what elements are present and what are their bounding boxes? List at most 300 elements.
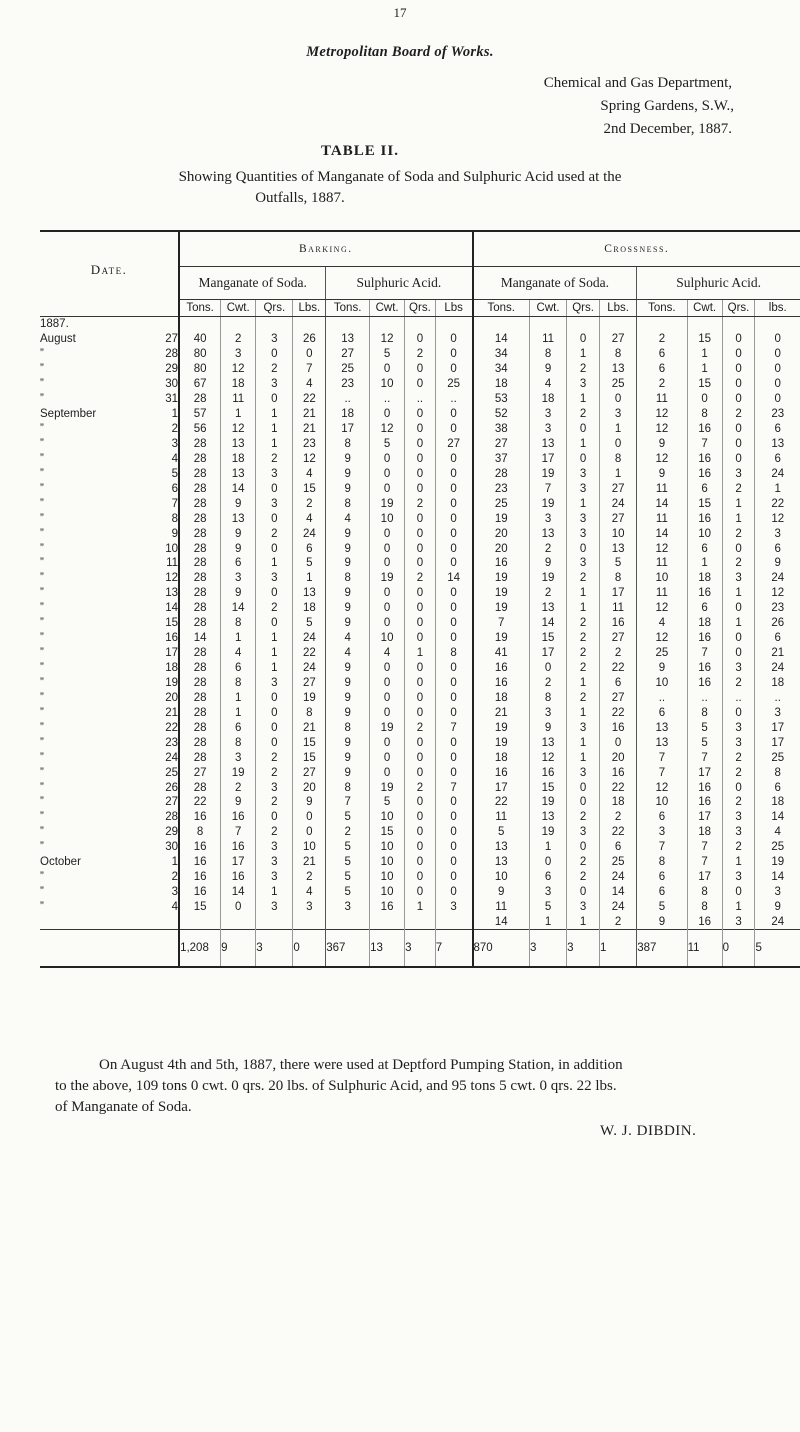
table-cell: 19 [529,466,566,481]
table-cell: 19 [473,601,530,616]
table-cell: 12 [221,362,256,377]
date-month-cell: 1887. [40,318,69,331]
date-month-cell: ” [40,557,44,570]
table-cell: 18 [221,451,256,466]
table-cell: 7 [637,840,687,855]
table-cell [256,915,293,930]
table-cell: 0 [722,646,755,661]
table-cell: 10 [473,870,530,885]
table-cell: 0 [405,735,436,750]
address-department: Chemical and Gas Department, [543,75,732,91]
date-day-cell: 25 [133,765,179,780]
table-cell: 0 [405,362,436,377]
table-cell: 10 [370,631,405,646]
table-cell: 12 [529,750,566,765]
table-cell: 7 [326,795,370,810]
table-cell: 14 [600,885,637,900]
table-cell: 2 [567,616,600,631]
table-row [40,631,800,646]
table-cell: 56 [179,422,221,437]
table-cell: 16 [600,720,637,735]
table-cell: 11 [529,332,566,347]
table-cell: 0 [435,885,472,900]
total-cell: 367 [326,930,370,968]
table-cell: 28 [179,720,221,735]
table-cell: 14 [221,481,256,496]
total-cell: 0 [293,930,326,968]
table-row [40,392,800,407]
table-cell: 7 [221,825,256,840]
table-cell: 1 [600,422,637,437]
table-cell: 0 [435,526,472,541]
table-cell: 16 [473,661,530,676]
table-cell: 10 [370,810,405,825]
table-cell: 2 [567,690,600,705]
table-cell: 3 [567,825,600,840]
table-cell: 25 [771,751,785,764]
table-cell: 1 [722,616,755,631]
table-cell: 2 [567,855,600,870]
date-month-cell: ” [40,751,44,764]
table-cell: 9 [326,676,370,691]
table-cell: 8 [600,347,637,362]
date-day-cell: 2 [133,422,179,437]
table-cell: 2 [722,481,755,496]
table-cell: 25 [600,377,637,392]
table-cell: 6 [293,541,326,556]
unit-header: Cwt. [529,300,566,317]
table-cell: 0 [435,661,472,676]
table-cell: 0 [370,556,405,571]
date-day-cell [133,915,179,930]
table-row [40,810,800,825]
table-cell: 28 [179,586,221,601]
table-row [40,646,800,661]
table-cell: 7 [637,750,687,765]
table-cell: 16 [600,765,637,780]
table-cell: 0 [405,661,436,676]
table-cell: 0 [405,556,436,571]
date-day-cell: 3 [133,885,179,900]
table-row [40,690,800,705]
table-cell: 1 [567,601,600,616]
table-cell: 9 [774,901,781,914]
table-cell: 0 [774,393,781,406]
table-row [40,541,800,556]
table-cell: 40 [179,332,221,347]
table-cell: 4 [529,377,566,392]
table-cell: 20 [293,780,326,795]
table-cell: 2 [567,646,600,661]
table-cell: 0 [405,422,436,437]
table-cell: 0 [435,855,472,870]
table-cell: 15 [687,332,722,347]
table-cell: 17 [687,765,722,780]
table-cell: 0 [722,705,755,720]
table-cell: 19 [473,586,530,601]
table-cell: 19 [529,496,566,511]
table-cell: 4 [326,631,370,646]
table-cell: 0 [435,750,472,765]
table-cell: 0 [435,347,472,362]
table-cell: 12 [637,422,687,437]
table-cell: 22 [473,795,530,810]
table-cell: 13 [637,735,687,750]
table-cell: 14 [179,631,221,646]
date-day-cell: 3 [133,437,179,452]
table-cell: 9 [326,451,370,466]
date-month-cell: ” [40,348,44,361]
table-cell: 8 [326,571,370,586]
table-cell: 7 [473,616,530,631]
date-day-cell: 23 [133,735,179,750]
table-row [40,347,800,362]
table-cell: 27 [293,765,326,780]
table-cell: 5 [637,900,687,915]
table-cell [326,915,370,930]
table-cell: 28 [179,676,221,691]
table-cell: 9 [473,885,530,900]
table-cell: 15 [293,735,326,750]
table-cell: 3 [435,900,472,915]
table-cell: 1 [567,705,600,720]
table-cell: 28 [179,466,221,481]
table-cell [293,915,326,930]
table-cell: 19 [771,856,785,869]
table-cell: 28 [179,451,221,466]
table-cell: 1 [567,437,600,452]
table-cell: 17 [771,721,785,734]
table-cell: 0 [774,348,781,361]
table-cell: 0 [405,541,436,556]
table-cell: 9 [326,690,370,705]
totals-label-cell [40,930,179,968]
table-cell: 2 [256,362,293,377]
table-cell: 0 [405,810,436,825]
description-line-2: Outfalls, 1887. [255,190,345,206]
date-unit-spacer [40,300,179,317]
table-cell: 8 [221,676,256,691]
table-cell: 3 [256,466,293,481]
table-cell: 26 [771,617,785,630]
table-cell: 22 [600,705,637,720]
table-cell: 2 [722,750,755,765]
table-cell: 12 [221,422,256,437]
table-cell: 3 [221,347,256,362]
date-day-cell: 4 [133,451,179,466]
table-cell: 0 [405,437,436,452]
table-cell [435,915,472,930]
date-day-cell: 26 [133,780,179,795]
barking-header: Barking. [179,231,472,267]
unit-header: Cwt. [221,300,256,317]
table-cell: 0 [405,481,436,496]
table-cell: 2 [567,870,600,885]
table-cell: 25 [600,855,637,870]
table-cell: 16 [687,451,722,466]
table-cell: 1 [256,437,293,452]
table-cell: 3 [722,915,755,930]
table-cell: 0 [256,810,293,825]
table-cell: 5 [473,825,530,840]
table-cell: 11 [637,392,687,407]
table-cell: 12 [370,422,405,437]
table-cell: 3 [600,407,637,422]
total-cell: 11 [687,930,722,968]
table-cell: 22 [771,497,785,510]
table-cell: 14 [435,571,472,586]
table-cell: 9 [221,526,256,541]
date-day-cell: 6 [133,481,179,496]
table-cell [179,317,221,332]
table-cell: 0 [722,631,755,646]
quantities-table [40,230,800,968]
table-cell: 0 [256,735,293,750]
table-cell: 3 [529,422,566,437]
table-cell: 13 [771,437,785,450]
table-cell: 3 [256,496,293,511]
table-cell: 19 [370,780,405,795]
table-cell: 3 [256,377,293,392]
table-cell: 0 [256,690,293,705]
table-cell: 4 [293,511,326,526]
date-month-cell: ” [40,736,44,749]
table-cell: 0 [221,900,256,915]
table-cell: 18 [326,407,370,422]
table-cell: 13 [221,437,256,452]
unit-header: Tons. [473,300,530,317]
table-cell: 0 [774,333,781,346]
table-cell: 24 [600,870,637,885]
table-cell: 14 [473,332,530,347]
table-cell: 10 [370,840,405,855]
date-day-cell: 2 [133,870,179,885]
date-month-cell: September [40,408,97,421]
date-month-cell: ” [40,632,44,645]
date-month-cell: ” [40,841,44,854]
table-cell: 80 [179,347,221,362]
table-cell: 15 [529,631,566,646]
date-month-cell: ” [40,886,44,899]
table-cell: 2 [529,541,566,556]
table-cell: 2 [600,915,637,930]
table-cell [221,317,256,332]
table-cell: 28 [179,750,221,765]
table-cell: 0 [435,705,472,720]
table-cell: 13 [529,735,566,750]
table-cell: 0 [722,392,755,407]
date-month-cell: ” [40,871,44,884]
unit-header: Qrs. [567,300,600,317]
table-row [40,676,800,691]
table-cell: 12 [293,451,326,466]
table-cell: 1 [774,482,781,495]
date-month-cell: ” [40,676,44,689]
table-cell: 19 [221,765,256,780]
table-cell: 1 [256,661,293,676]
table-cell: 3 [722,810,755,825]
table-cell: 6 [637,362,687,377]
table-cell: 8 [221,735,256,750]
table-cell: 1 [687,556,722,571]
total-cell: 0 [722,930,755,968]
table-cell: 3 [567,765,600,780]
table-cell: 15 [370,825,405,840]
table-cell [405,915,436,930]
table-cell: 0 [435,422,472,437]
date-day-cell: 28 [133,810,179,825]
table-cell: 4 [326,511,370,526]
table-cell: 28 [179,735,221,750]
table-cell: 0 [722,885,755,900]
table-cell: 11 [473,810,530,825]
table-cell: 13 [473,840,530,855]
table-cell: 16 [179,840,221,855]
table-cell: 4 [221,646,256,661]
table-cell: 9 [529,556,566,571]
table-cell: 9 [326,705,370,720]
table-cell: 53 [473,392,530,407]
table-cell: 1 [567,496,600,511]
table-cell: 15 [529,780,566,795]
table-cell: 16 [529,765,566,780]
table-cell: 0 [293,825,326,840]
table-cell: 5 [326,885,370,900]
unit-header: Qrs. [722,300,755,317]
table-cell: 21 [473,705,530,720]
table-cell: 27 [600,690,637,705]
table-cell: 12 [771,587,785,600]
table-cell: 9 [221,586,256,601]
table-cell: 19 [370,571,405,586]
table-cell: 3 [256,855,293,870]
table-cell: 24 [600,900,637,915]
table-cell: 21 [293,720,326,735]
board-name: Metropolitan Board of Works. [306,44,494,60]
table-cell: 0 [722,422,755,437]
footnote-line-2: to the above, 109 tons 0 cwt. 0 qrs. 20 lbs. of Sulphuric Acid, and 95 tons 5 cwt. 0 qrs. 22 lbs. [55,1078,617,1094]
table-cell: 13 [529,437,566,452]
table-cell: 9 [326,481,370,496]
table-cell: 0 [600,735,637,750]
date-month-cell: ” [40,437,44,450]
table-cell: 5 [326,810,370,825]
table-cell: 0 [370,407,405,422]
table-cell: 2 [637,332,687,347]
table-cell: 0 [600,392,637,407]
table-cell: 7 [687,855,722,870]
table-cell: 28 [179,601,221,616]
table-cell: 2 [405,720,436,735]
table-cell: 0 [435,810,472,825]
table-cell: 5 [326,855,370,870]
unit-header: Qrs. [405,300,436,317]
table-row [40,511,800,526]
table-cell: 6 [221,720,256,735]
table-cell: 9 [326,556,370,571]
table-cell: 14 [221,885,256,900]
unit-header: Cwt. [687,300,722,317]
table-cell: 3 [567,377,600,392]
table-cell [370,915,405,930]
table-cell: 0 [722,332,755,347]
total-cell: 1 [600,930,637,968]
date-day-cell: 13 [133,586,179,601]
table-cell: 0 [722,377,755,392]
table-cell: 0 [405,870,436,885]
table-cell: 2 [293,496,326,511]
table-cell: 67 [179,377,221,392]
date-month-cell: ” [40,901,44,914]
table-cell: 16 [687,631,722,646]
table-cell: 9 [293,795,326,810]
table-cell: 13 [529,526,566,541]
table-row [40,451,800,466]
table-cell: 15 [293,481,326,496]
table-cell: 27 [600,631,637,646]
table-cell: 16 [687,780,722,795]
table-cell: 2 [256,601,293,616]
table-cell: 1 [722,511,755,526]
table-row [40,332,800,347]
table-cell: 0 [567,885,600,900]
table-cell: 1 [567,347,600,362]
table-cell: 0 [370,750,405,765]
table-cell: 0 [256,720,293,735]
table-cell: 7 [435,780,472,795]
table-cell: 2 [567,407,600,422]
table-cell: 27 [435,437,472,452]
table-cell: 8 [179,825,221,840]
table-cell: 0 [370,601,405,616]
table-cell: 2 [637,377,687,392]
table-cell: 8 [326,720,370,735]
table-cell: 7 [435,720,472,735]
table-cell: 2 [600,810,637,825]
date-month-cell: ” [40,423,44,436]
table-cell: 9 [221,795,256,810]
table-cell: 0 [435,735,472,750]
table-cell: 23 [473,481,530,496]
date-day-cell: 22 [133,720,179,735]
table-cell: 3 [256,840,293,855]
page-number: 17 [393,5,407,20]
table-cell: 0 [435,840,472,855]
table-cell: 13 [637,720,687,735]
total-cell: 3 [256,930,293,968]
table-cell: 27 [600,481,637,496]
unit-header: Lbs. [293,300,326,317]
table-cell: 4 [637,616,687,631]
table-cell: 18 [771,796,785,809]
table-cell: 0 [529,661,566,676]
table-cell: 16 [179,810,221,825]
table-row [40,437,800,452]
table-cell: 0 [405,616,436,631]
table-cell: 18 [473,750,530,765]
crossness-sulphuric-header: Sulphuric Acid. [637,267,800,300]
table-cell: 12 [637,407,687,422]
date-day-cell: 19 [133,676,179,691]
table-cell: 3 [722,571,755,586]
date-day-cell: 29 [133,825,179,840]
table-cell: 2 [529,586,566,601]
table-cell: 0 [256,541,293,556]
date-day-cell: 24 [133,750,179,765]
table-cell: 5 [370,437,405,452]
table-cell: 19 [473,631,530,646]
table-cell: 17 [687,870,722,885]
